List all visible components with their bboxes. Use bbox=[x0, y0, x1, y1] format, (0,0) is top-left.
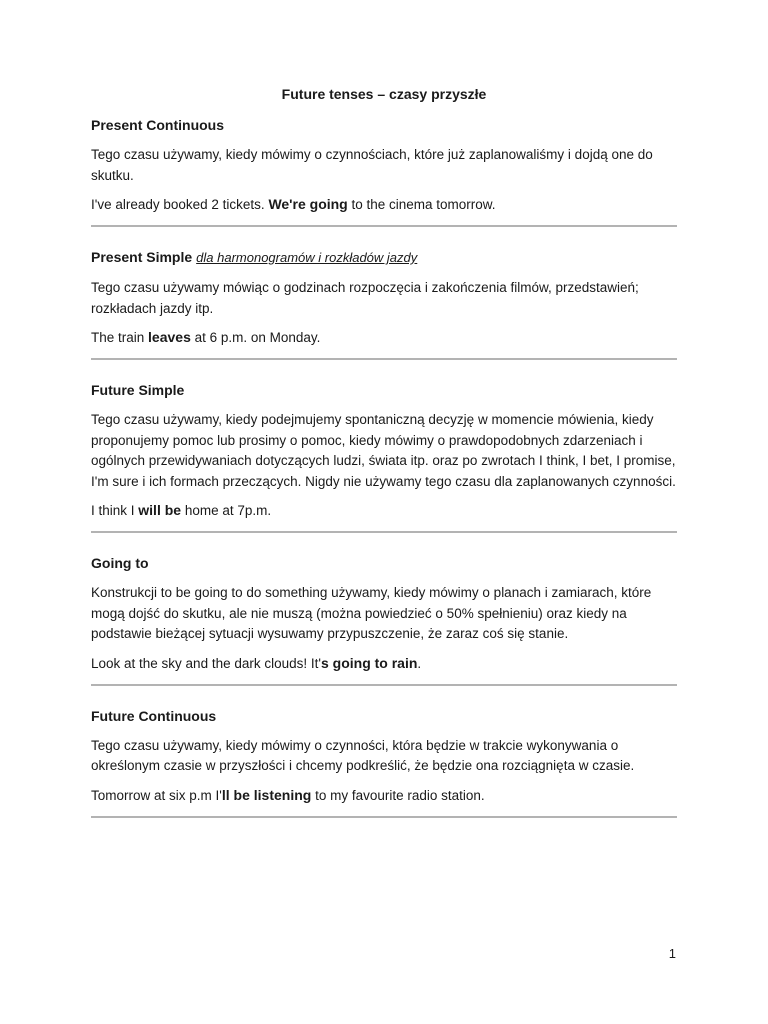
example-highlight: leaves bbox=[148, 329, 191, 345]
example-text-after: . bbox=[417, 655, 422, 671]
section-description: Tego czasu używamy, kiedy mówimy o czynności, która będzie w trakcie wykonywania o określonym czasie w przyszłości i chcemy podkreślić, że będzie ona rozciągnięta w czasie. bbox=[91, 737, 635, 773]
section-future-simple bbox=[91, 380, 677, 533]
example-highlight: We're going bbox=[268, 196, 348, 212]
example-text-after: to the cinema tomorrow. bbox=[347, 197, 496, 212]
section-heading-text: Future Simple bbox=[91, 382, 185, 398]
section-divider bbox=[91, 225, 677, 227]
section-heading bbox=[91, 380, 677, 400]
section-description: Konstrukcji to be going to do something używamy, kiedy mówimy o planach i zamiarach, które mogą dojść do skutku, ale nie muszą (można powiedzieć o 50% spełnieniu) oraz kiedy na podstawie bieżącej sytuacji wysuwamy przypuszczenie, że zaraz coś się stanie. bbox=[91, 585, 652, 641]
section-divider bbox=[91, 358, 677, 360]
section-description: Tego czasu używamy, kiedy podejmujemy spontaniczną decyzję w momencie mówienia, kiedy proponujemy pomoc lub prosimy o pomoc, kiedy mówimy o prawdopodobnych zdarzeniach i ogólnych przewidywaniach dotyczących ludzi, świata itp. oraz po zwrotach I think, I bet, I promise, I'm sure i ich formach przeczących. Nigdy nie używamy tego czasu dla zaplanowanych czynności. bbox=[91, 412, 676, 489]
example-sentence bbox=[91, 500, 677, 521]
section-present-simple bbox=[91, 247, 677, 360]
page-number: 1 bbox=[668, 946, 676, 961]
section-heading bbox=[91, 553, 677, 573]
section-heading-note: dla harmonogramów i rozkładów jazdy bbox=[196, 250, 418, 265]
section-present-continuous bbox=[91, 115, 677, 227]
section-divider bbox=[91, 684, 677, 686]
section-description: Tego czasu używamy mówiąc o godzinach rozpoczęcia i zakończenia filmów, przedstawień; rozkładach jazdy itp. bbox=[91, 280, 639, 316]
section-future-continuous bbox=[91, 706, 677, 818]
example-highlight: s going to rain bbox=[320, 654, 418, 671]
section-divider bbox=[91, 816, 677, 818]
section-going-to bbox=[91, 553, 677, 686]
example-text-after: at 6 p.m. on Monday. bbox=[190, 330, 321, 345]
section-heading bbox=[91, 115, 677, 135]
example-sentence bbox=[91, 327, 677, 348]
example-sentence bbox=[91, 653, 677, 674]
example-text-before: Look at the sky and the dark clouds! It' bbox=[91, 655, 321, 671]
example-highlight: will be bbox=[138, 502, 182, 518]
example-text-before: I've already booked 2 tickets. bbox=[91, 197, 269, 212]
section-heading-text: Present Continuous bbox=[91, 117, 225, 133]
section-divider bbox=[91, 531, 677, 533]
section-heading-text: Present Simple bbox=[91, 249, 193, 265]
document-body bbox=[91, 115, 677, 838]
page-title: Future tenses – czasy przyszłe bbox=[281, 86, 487, 102]
section-heading-text: Future Continuous bbox=[91, 707, 217, 724]
example-sentence bbox=[91, 785, 677, 806]
section-description: Tego czasu używamy, kiedy mówimy o czynnościach, które już zaplanowaliśmy i dojdą one do skutku. bbox=[91, 147, 653, 183]
section-heading-text: Going to bbox=[91, 555, 149, 571]
example-text-before: The train bbox=[91, 330, 149, 345]
example-sentence bbox=[91, 194, 677, 215]
example-text-before: I think I bbox=[91, 503, 139, 518]
example-text-before: Tomorrow at six p.m I' bbox=[91, 787, 222, 803]
example-text-after: home at 7p.m. bbox=[181, 503, 272, 518]
section-heading bbox=[91, 247, 677, 268]
section-heading bbox=[91, 706, 677, 726]
example-highlight: ll be listening bbox=[221, 786, 312, 803]
example-text-after: to my favourite radio station. bbox=[311, 787, 485, 803]
